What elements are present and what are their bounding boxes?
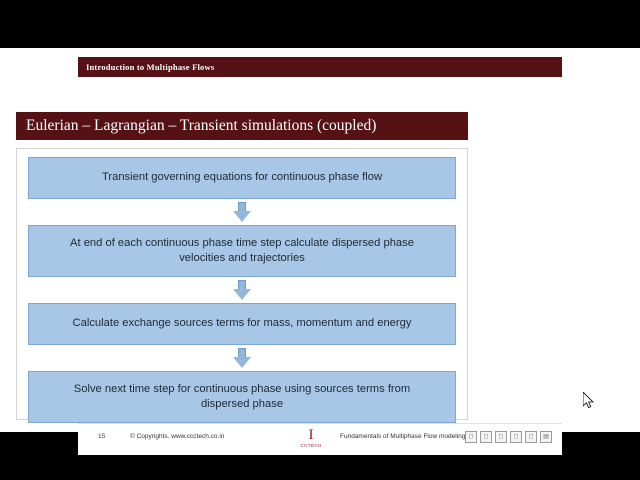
slide-title-bar — [16, 112, 468, 140]
flow-arrow-1 — [27, 199, 457, 225]
footer-icon-3: ◻ — [495, 431, 507, 443]
logo-name: CCTECH — [300, 443, 322, 448]
footer-icon-1: ◻ — [465, 431, 477, 443]
slide-header-bar — [78, 57, 562, 77]
footer-course-title: Fundamentals of Multiphase Flow modeling — [340, 433, 466, 440]
arrow-down-icon — [233, 202, 251, 222]
footer-copyright: © Copyrights. www.ccctech.co.in — [130, 433, 225, 440]
footer-icon-5: ◻ — [525, 431, 537, 443]
flow-step-2 — [28, 225, 456, 277]
flow-step-1-label: Transient governing equations for continuous phase flow — [101, 171, 383, 184]
footer-icon-2: ◻ — [480, 431, 492, 443]
flowchart-panel — [16, 148, 468, 420]
flow-step-3 — [28, 303, 456, 345]
flow-step-1 — [28, 157, 456, 199]
flow-arrow-2 — [27, 277, 457, 303]
arrow-down-icon — [233, 348, 251, 368]
footer-icon-6: ▤ — [540, 431, 552, 443]
slide-area — [0, 48, 640, 448]
flow-step-3-label: Calculate exchange sources terms for mass, momentum and energy — [72, 317, 412, 330]
arrow-down-icon — [233, 280, 251, 300]
footer-page-number: 15 — [98, 433, 106, 440]
logo-mark-icon: Ӏ — [308, 427, 314, 443]
footer-icon-4: ◻ — [510, 431, 522, 443]
flow-step-4-label: Solve next time step for continuous phase using sources terms from dispersed phase — [73, 382, 411, 410]
company-logo — [296, 427, 326, 453]
flow-step-2-label: At end of each continuous phase time step calculate dispersed phase velocities and trajectories — [70, 236, 414, 264]
flow-arrow-3 — [27, 345, 457, 371]
page-title: Eulerian – Lagrangian – Transient simulations (coupled) — [26, 117, 377, 134]
footer-icon-group — [465, 431, 552, 443]
flow-step-4 — [28, 371, 456, 423]
slide-header-text: Introduction to Multiphase Flows — [86, 62, 215, 72]
slide-footer — [78, 423, 562, 455]
